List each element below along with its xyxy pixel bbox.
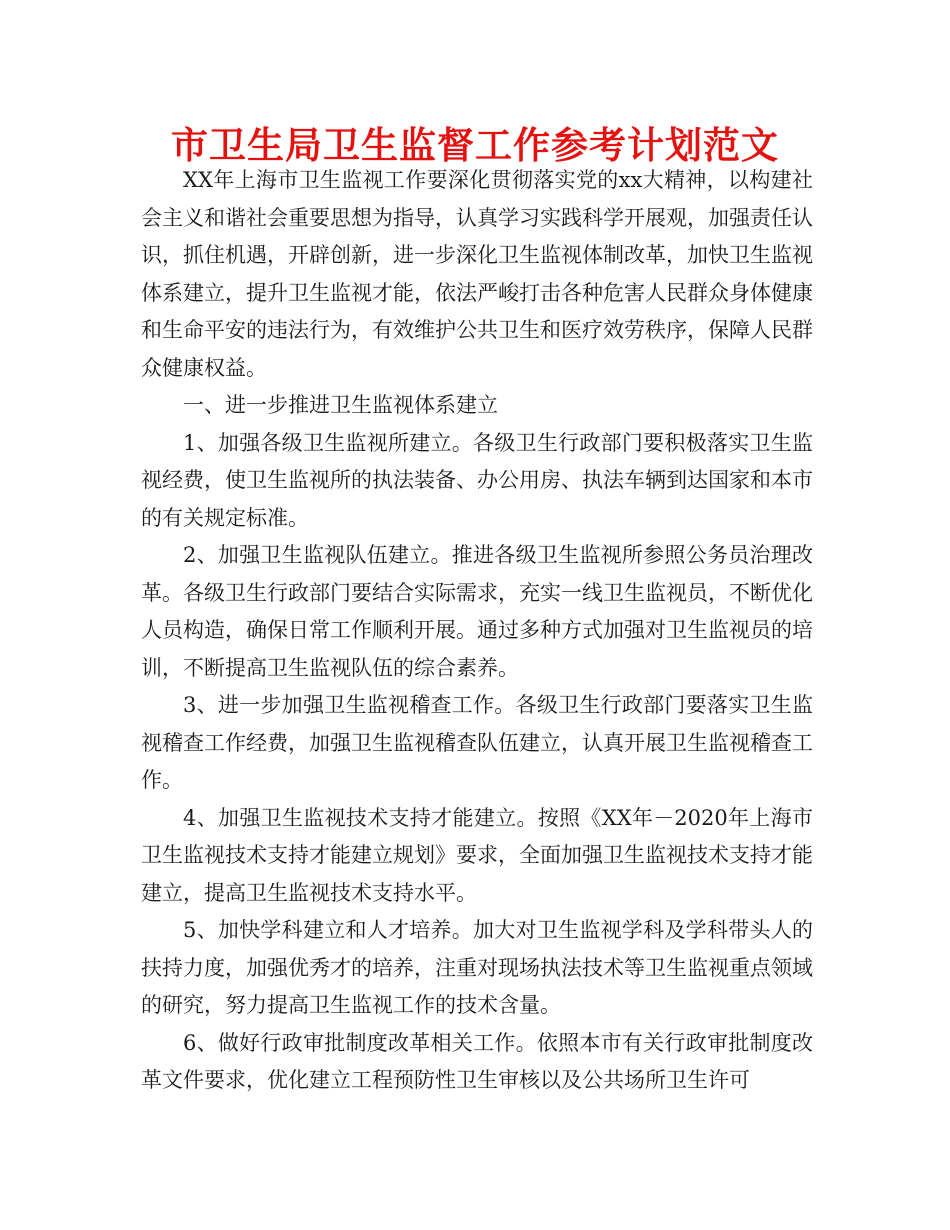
document-title: 市卫生局卫生监督工作参考计划范文 [171,124,779,167]
paragraph-item-5: 5、加快学科建立和人才培养。加大对卫生监视学科及学科带头人的扶持力度，加强优秀才的培养，注重对现场执法技术等卫生监视重点领域的研究，努力提高卫生监视工作的技术含量。 [141,918,813,1017]
section-heading-1: 一、进一步推进卫生监视体系建立 [183,393,498,417]
paragraph-item-6: 6、做好行政审批制度改革相关工作。依照本市有关行政审批制度改革文件要求，优化建立工程预防性卫生审核以及公共场所卫生许可 [141,1030,813,1092]
paragraph-intro: XX年上海市卫生监视工作要深化贯彻落实党的xx大精神，以构建社会主义和谐社会重要思想为指导，认真学习实践科学开展观，加强责任认识，抓住机遇，开辟创新，进一步深化卫生监视体制改革，加快卫生监视体系建立，提升卫生监视才能，依法严峻打击各种危害人民群众身体健康和生命平安的违法行为，有效维护公共卫生和医疗效劳秩序，保障人民群众健康权益。 [141,168,813,380]
paragraph-item-2: 2、加强卫生监视队伍建立。推进各级卫生监视所参照公务员治理改革。各级卫生行政部门要结合实际需求，充实一线卫生监视员，不断优化人员构造，确保日常工作顺利开展。通过多种方式加强对卫生监视员的培训，不断提高卫生监视队伍的综合素养。 [141,543,813,680]
paragraph-item-3: 3、进一步加强卫生监视稽查工作。各级卫生行政部门要落实卫生监视稽查工作经费，加强卫生监视稽查队伍建立，认真开展卫生监视稽查工作。 [141,693,813,792]
paragraph-item-4: 4、加强卫生监视技术支持才能建立。按照《XX年－2020年上海市卫生监视技术支持才能建立规划》要求，全面加强卫生监视技术支持才能建立，提高卫生监视技术支持水平。 [141,805,813,905]
document-body [141,162,813,1100]
paragraph-item-1: 1、加强各级卫生监视所建立。各级卫生行政部门要积极落实卫生监视经费，使卫生监视所的执法装备、办公用房、执法车辆到达国家和本市的有关规定标准。 [141,430,813,530]
